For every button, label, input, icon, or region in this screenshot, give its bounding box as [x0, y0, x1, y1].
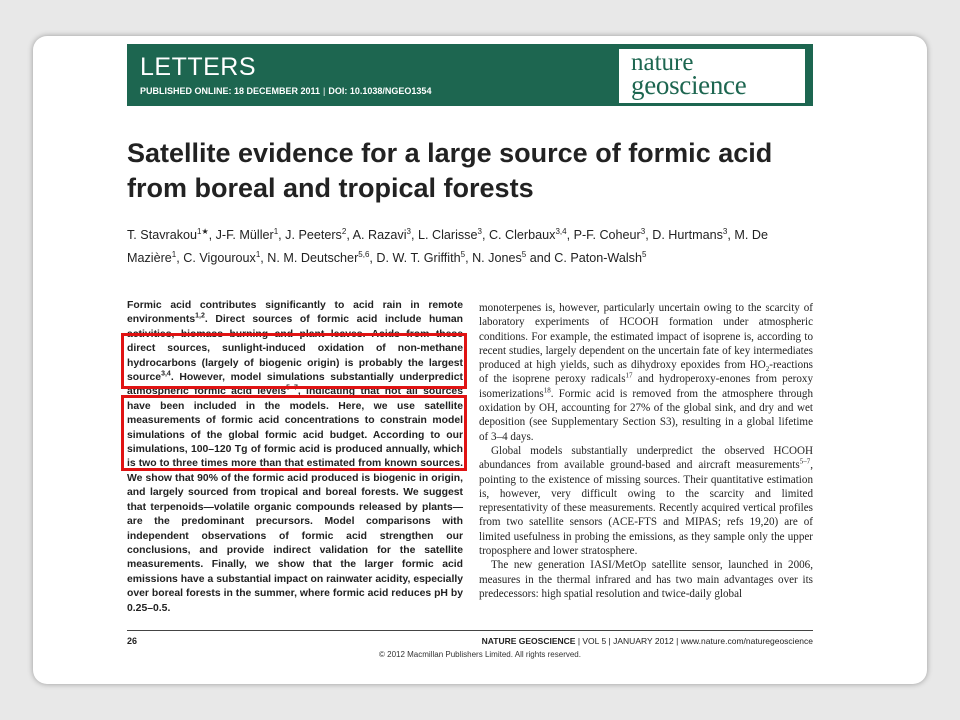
author-affiliation: 1 [273, 227, 279, 236]
author-affiliation: 3 [477, 227, 482, 236]
body-text: , pointing to the existence of missing sources. Their quantitative estimation is, however, very difficult owing to the scarcity and limited representativity of these measurements. Recently acquired vertical profiles from two satellite sensors (ACE-FTS and MIPAS; refs 19,20) are of limited usefulness in probing the emissions, as they sample only the upper troposphere and lower stratosphere. [479, 459, 813, 558]
author-name: A. Razavi [352, 228, 407, 243]
publication-info [140, 86, 431, 96]
abstract-text: 3,4 [161, 370, 171, 378]
published-date: PUBLISHED ONLINE: 18 DECEMBER 2011 [140, 86, 321, 96]
footer-url: www.nature.com/naturegeoscience [680, 636, 813, 646]
body-text: The new generation IASI/MetOp satellite sensor, launched in 2006, measures in the thermal infrared and has two main advantages over its predecessors: high spatial resolution and twice-daily global [479, 559, 813, 600]
footer-volume: VOL 5 [582, 636, 607, 646]
footer-issue: JANUARY 2012 [613, 636, 674, 646]
author-name: D. Hurtmans [652, 228, 723, 243]
author-list: T. Stavrakou$^{1★}$, J-F. Müller$^1$, J. Peeters$^2$, A. Razavi$^3$, L. Clarisse$^3$, C. Clerbaux$^{3,4}$, P-F. Coheur$^3$, D. Hurtmans$^3$, M. De Mazière$^1$, C. Vigouroux$^1$, N. M. Deutscher$^{5,6}$, D. W. T. Griffith$^5$, N. Jones$^5$ and C. Paton-Walsh$^5$ [127, 227, 768, 266]
body-paragraph [479, 558, 813, 601]
author-name: C. Paton-Walsh [554, 251, 642, 266]
abstract-text: 1,2 [195, 312, 205, 320]
author-name: C. Vigouroux [183, 251, 256, 266]
abstract-text: Formic acid contributes significantly to acid rain in remote environments [127, 300, 463, 326]
logo-line-1: nature [631, 49, 694, 76]
author-affiliation: 5,6 [358, 250, 370, 260]
author-affiliation: 1 [255, 250, 261, 260]
body-text: 2 [765, 365, 770, 374]
paper-title: Satellite evidence for a large source of formic acid from boreal and tropical forests [127, 138, 773, 203]
author-affiliation: 3,4 [555, 227, 567, 236]
author-affiliation: 3 [722, 227, 728, 236]
author-name: L. Clarisse [417, 228, 478, 243]
body-paragraph [479, 301, 813, 444]
author-name: D. W. T. Griffith [376, 251, 461, 266]
journal-footer: NATURE GEOSCIENCE | VOL 5 | JANUARY 2012 | www.nature.com/naturegeoscience [481, 636, 813, 646]
author-name: C. Clerbaux [488, 228, 556, 243]
abstract-text: , indicating that not all sources have been included in the models. Here, we use satellite measurements of formic acid concentrations to constrain model simulations of the global formic acid budget. According to our simulations, 100–120 Tg of formic acid is produced annually, which is two to three times more than that estimated from known sources. We show that 90% of the formic acid produced is biogenic in origin, and largely sourced from tropical and boreal forests. We suggest that terpenoids—volatile organic compounds released by plants—are the predominant precursors. Model comparisons with independent observations of formic acid strengthen our conclusions, and provide indirect validation for the satellite measurements. Finally, we show that the larger formic acid emissions have a substantial impact on rainwater acidity, especially over boreal forests in the summer, where formic acid reduces pH by 0.25–0.5. [127, 386, 463, 614]
author-affiliation: 3 [406, 227, 411, 236]
page-number: 26 [127, 636, 138, 646]
author-name: J-F. Müller [215, 228, 274, 243]
body-column [479, 301, 813, 601]
author-affiliation: 2 [341, 227, 347, 236]
body-text: . Formic acid is removed from the atmosphere through oxidation by OH, accounting for 27% of the global sink, and dry and wet deposition (see Supplementary Section S3), resulting in a global lifetime of 3–4 days. [479, 387, 813, 443]
logo-line-2: geoscience [631, 70, 747, 100]
body-text: 17 [625, 371, 633, 380]
author-name: M. De Mazière [127, 228, 768, 266]
author-name: J. Peeters [285, 228, 342, 243]
author-affiliation: 1 [171, 250, 177, 260]
highlight-box-2 [121, 395, 467, 471]
doi: DOI: 10.1038/NGEO1354 [328, 86, 432, 96]
body-text: -reactions of the isoprene peroxy radicals [479, 359, 813, 386]
copyright: © 2012 Macmillan Publishers Limited. All rights reserved. [379, 650, 581, 659]
author-affiliation: 1★ [197, 227, 209, 236]
author-affiliation: 5 [521, 250, 527, 260]
abstract-text: . Direct sources of formic acid include human activities, biomass burning and plant leaves. Acids from these direct sources, sunlight-induced oxidation of non-methane hydrocarbons (largely of biogenic origin) is probably the largest source [127, 314, 463, 384]
author-affiliation: 3 [640, 227, 646, 236]
footer-journal: NATURE GEOSCIENCE [481, 636, 576, 646]
journal-logo [618, 48, 806, 104]
abstract-text: . However, model simulations substantially underpredict atmospheric formic acid levels [127, 372, 463, 398]
abstract-text: 5–7 [286, 384, 298, 392]
journal-banner [127, 44, 813, 106]
body-text: 18 [543, 386, 551, 395]
separator: | [323, 86, 326, 96]
highlight-box-1 [121, 333, 467, 389]
section-label: LETTERS [140, 53, 257, 81]
body-text: and hydroperoxy-enones from peroxy isomerizations [479, 373, 813, 400]
author-affiliation: 5 [460, 250, 466, 260]
body-text: 5–7 [799, 457, 811, 466]
body-text: Global models substantially underpredict the observed HCOOH abundances from available ground-based and aircraft measurements [479, 444, 813, 472]
author-name: N. Jones [472, 251, 522, 266]
footer-rule [127, 630, 813, 631]
author-name: T. Stavrakou [127, 228, 197, 243]
author-name: N. M. Deutscher [267, 251, 359, 266]
body-paragraph [479, 444, 813, 558]
body-text: monoterpenes is, however, particularly uncertain owing to the scarcity of laboratory experiments of HCOOH formation under atmospheric conditions. For example, the estimated impact of isoprene is, according to recent studies, largely dependent on the uncertain fate of key intermediates produced at high yields, such as dihydroxy epoxides from HO [479, 302, 813, 372]
author-name: P-F. Coheur [573, 228, 641, 243]
author-affiliation: 5 [641, 250, 647, 260]
